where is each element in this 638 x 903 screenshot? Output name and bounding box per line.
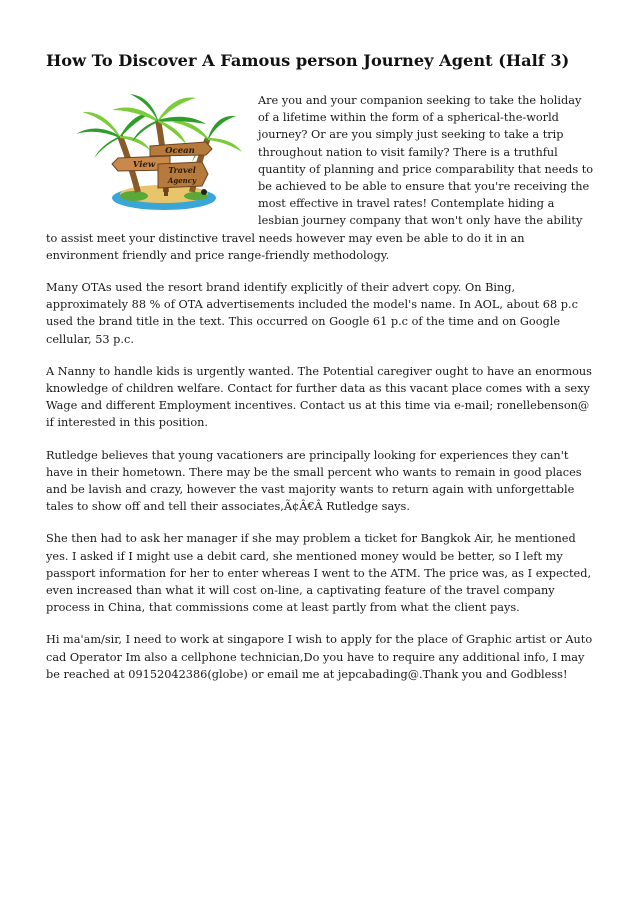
document-title: How To Discover A Famous person Journey Agent (Half 3)	[46, 51, 570, 70]
ocean-view-travel-agency-illustration	[46, 92, 246, 220]
body	[46, 92, 594, 683]
paragraph-6: Hi ma'am/sir, I need to work at singapore I wish to apply for the place of Graphic artist or Auto cad Operator Im also a cellphone technician,Do you have to require any additional info, I may be reached at 09152042386(globe) or email me at jepcabading@.Thank you and Godbless!	[46, 633, 593, 681]
sign-agency-text: Agency	[167, 176, 197, 185]
beach-ball	[201, 189, 207, 195]
paragraph-5: She then had to ask her manager if she may problem a ticket for Bangkok Air, he mentioned yes. I asked if I might use a debit card, she mentioned money would be better, so I left my passport information for her to enter whereas I went to the ATM. The price was, as I expected, even increased than what it will cost on-line, a captivating feature of the travel company process in China, that commissions come at least partly from what the client pays.	[46, 532, 592, 615]
sign-ocean-text: Ocean	[165, 146, 195, 156]
paragraph-2: Many OTAs used the resort brand identify explicitly of their advert copy. On Bing, approximately 88 % of OTA advertisements included the model's name. In AOL, about 68 p.c used the brand title in the text. This occurred on Google 61 p.c of the time and on Google cellular, 53 p.c.	[46, 281, 578, 346]
paragraph-1: Are you and your companion seeking to take the holiday of a lifetime within the form of a spherical-the-world journey? Or are you simply just seeking to take a trip throughout nation to visit family? There is a truthful quantity of planning and price comparability that needs to be achieved to be able to ensure that you're receiving the most effective in travel rates! Contemplate hiding a lesbian journey company that won't only have the ability to assist meet your distinctive travel needs however may even be able to do it in an environment friendly and price range-friendly methodology.	[46, 94, 594, 262]
sign-travel-agency	[158, 162, 208, 188]
document-page	[46, 50, 594, 698]
sign-view-text: View	[132, 160, 156, 170]
paragraph-4: Rutledge believes that young vacationers are principally looking for experiences they can't have in their hometown. There may be the small percent who wants to remain in good places and be lavish and crazy, however the vast majority wants to return again with unforgettable tales to show off and tell their associates,Ã¢Â€Â Rutledge says.	[46, 448, 582, 514]
palm-leaves-left	[76, 112, 150, 158]
sign-travel-text: Travel	[168, 165, 196, 175]
paragraph-3: A Nanny to handle kids is urgently wanted. The Potential caregiver ought to have an enormous knowledge of children welfare. Contact for further data as this vacant place comes with a sexy Wage and different Employment incentives. Contact us at this time via e-mail; ronellebenson@ if interested in this position.	[46, 364, 592, 430]
